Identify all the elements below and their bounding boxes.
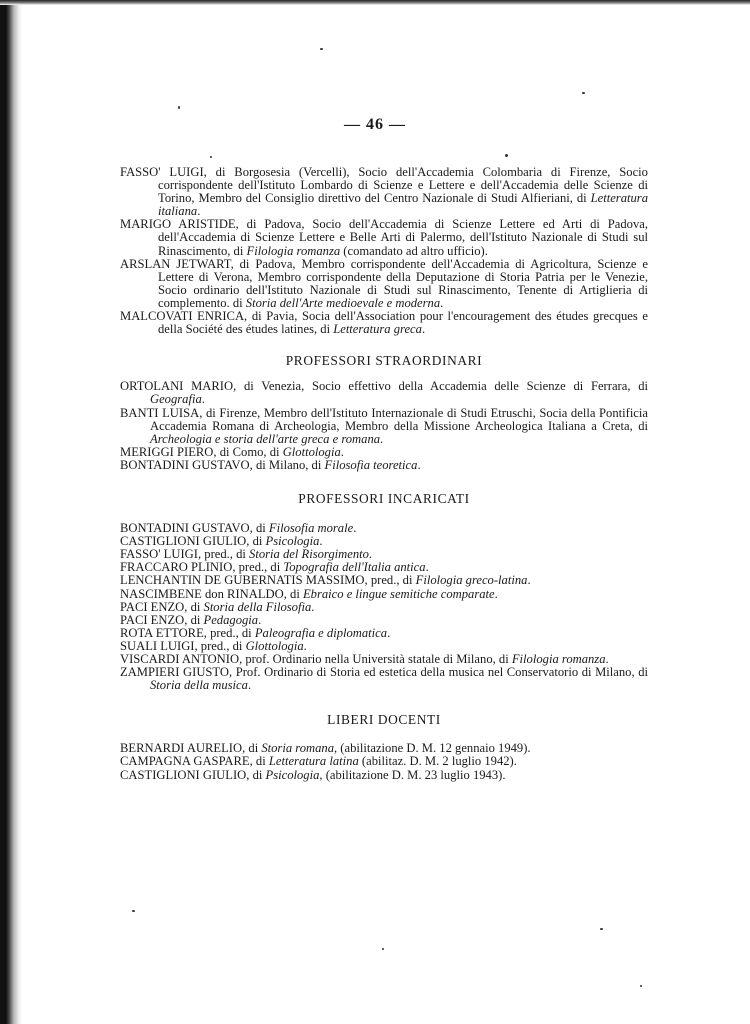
entry-tail: . <box>527 573 531 588</box>
scan-speck <box>582 92 585 94</box>
person-description: , di Borgosesia (Vercelli), Socio dell'Accademia Colombaria di Firenze, Socio corrispondente dell'Istituto Lombardo di Scienze e Lettere e dell'Accademia delle Scienze di Torino, Membro del Consiglio direttivo del Centro Nazionale di Studi Alfieriani, di <box>158 165 648 206</box>
subject: Filosofia teoretica <box>324 457 418 472</box>
straordinari-section <box>120 380 648 472</box>
ordinari-section <box>120 166 648 336</box>
person-description: , di Milano, di <box>249 457 325 472</box>
subject: Letteratura greca <box>333 322 422 337</box>
person-name: BONTADINI GUSTAVO <box>120 521 250 536</box>
person-name: SUALI LUIGI <box>120 638 195 653</box>
liberi-docenti-section <box>120 742 648 781</box>
subject: Storia del Risorgimento <box>249 547 369 562</box>
person-name: VISCARDI ANTONIO <box>120 652 240 666</box>
person-description: , pred., di <box>197 547 250 562</box>
person-description: , Prof. Ordinario di Storia ed estetica della musica nel Conservatorio di Milano, di <box>229 665 648 680</box>
person-description: , di <box>249 521 269 536</box>
subject: Paleografia e diplomatica <box>254 625 388 640</box>
subject: Psicologia <box>265 534 320 549</box>
subject: Psicologia, <box>265 767 323 782</box>
person-name: CAMPAGNA GASPARE <box>120 754 250 769</box>
person-description: , di Venezia, Socio effettivo della Accademia delle Scienze di Ferrara, di <box>233 379 648 394</box>
list-item <box>120 769 648 782</box>
scan-binding-shadow <box>0 0 22 1024</box>
person-name: PACI ENZO <box>120 599 185 614</box>
subject: Glottologia <box>245 638 304 653</box>
person-description: , di <box>242 741 262 756</box>
person-description: , di Como, di <box>213 444 283 459</box>
scan-speck <box>132 910 135 912</box>
entry-tail: . <box>247 678 252 693</box>
entry-tail: (abilitazione D. M. 12 gennaio 1949). <box>337 741 531 756</box>
subject: Filologia greco-latina <box>415 573 528 588</box>
entry-tail: . <box>197 204 201 219</box>
entry-tail: . <box>421 322 426 337</box>
entry-tail: . <box>380 431 384 446</box>
subject: Letteratura italiana <box>158 191 648 219</box>
entry-tail: . <box>311 599 315 614</box>
entry-tail: . <box>319 534 323 549</box>
person-description: , pred., di <box>364 573 416 588</box>
scan-speck <box>382 948 384 950</box>
list-item <box>120 666 648 692</box>
subject: Storia della Filosofia <box>203 599 312 614</box>
person-name: PACI ENZO <box>120 612 185 627</box>
person-name: ORTOLANI MARIO <box>120 379 234 394</box>
incaricati-section <box>120 522 648 692</box>
person-name: CASTIGLIONI GIULIO <box>120 767 247 782</box>
list-item <box>120 166 648 218</box>
person-name: ARSLAN JETWART <box>120 256 231 271</box>
scan-speck <box>600 928 603 930</box>
list-item <box>120 218 648 257</box>
subject: Letteratura latina <box>268 754 359 769</box>
person-description: , pred., di <box>203 625 255 640</box>
person-description: , prof. Ordinario nella Università statale di Milano, di <box>239 652 512 666</box>
section-title-incaricati: PROFESSORI INCARICATI <box>298 490 470 506</box>
person-name: MARIGO ARISTIDE <box>120 217 236 232</box>
person-name: BONTADINI GUSTAVO <box>120 457 250 472</box>
person-name: MERIGGI PIERO <box>120 444 214 459</box>
person-name: BANTI LUISA <box>120 405 200 420</box>
person-name: ZAMPIERI GIUSTO <box>120 665 229 680</box>
scan-speck <box>178 106 180 109</box>
person-description: , di <box>249 754 269 769</box>
entry-tail: (abilitaz. D. M. 2 luglio 1942). <box>358 754 517 769</box>
subject: Pedagogia <box>203 612 259 627</box>
subject: Storia della musica <box>150 678 248 693</box>
person-description: , pred., di <box>194 638 246 653</box>
person-name: NASCIMBENE don RINALDO <box>120 586 284 601</box>
subject: Geografia <box>150 392 202 407</box>
entry-tail: . <box>440 295 444 310</box>
entry-tail: . <box>387 625 391 640</box>
scan-speck <box>640 985 642 987</box>
entry-tail: . <box>340 444 344 459</box>
person-description: , di Firenze, Membro dell'Istituto Internazionale di Studi Etruschi, Socia della Pontificia Accademia Romana di Archeologia, Membro della Missione Archeologica Italiana a Creta, di <box>150 405 648 433</box>
person-description: , di Padova, Membro corrispondente dell'Accademia di Agricoltura, Scienze e Lettere di Verona, Membro corrispondente della Deputazione di Storia Patria per le Venezie, Socio ordinario dell'Istituto Nazionale di Studi sul Rinascimento, Tenente di Artiglieria di complemento. di <box>158 256 649 310</box>
subject: Filosofia morale <box>268 521 354 536</box>
entry-tail: . <box>494 586 498 601</box>
subject: Storia romana, <box>261 741 338 756</box>
person-name: FRACCARO PLINIO <box>120 560 233 575</box>
scan-speck <box>210 156 212 158</box>
section-title-liberi-docenti: LIBERI DOCENTI <box>327 712 441 728</box>
person-description: , di <box>246 534 266 549</box>
person-description: , di <box>246 767 266 782</box>
subject: Ebraico e lingue semitiche comparate <box>302 586 495 601</box>
person-name: BERNARDI AURELIO <box>120 741 243 756</box>
list-item <box>120 407 648 446</box>
person-description: , di Pavia, Socia dell'Association pour l'encouragement des études grecques e della Société des études latines, di <box>158 309 649 337</box>
person-description: , pred., di <box>232 560 284 575</box>
entry-tail: . <box>303 638 307 653</box>
subject: Topografia dell'Italia antica <box>283 560 426 575</box>
entry-tail: . <box>368 547 373 562</box>
person-description: , di <box>283 586 303 601</box>
entry-tail: . <box>258 612 262 627</box>
entry-tail: (abilitazione D. M. 23 luglio 1943). <box>322 767 506 782</box>
scan-top-edge <box>0 0 750 5</box>
list-item <box>120 310 648 336</box>
list-item <box>120 459 648 472</box>
entry-tail: (comandato ad altro ufficio). <box>340 243 488 258</box>
person-name: ROTA ETTORE <box>120 625 204 640</box>
person-name: FASSO' LUIGI <box>120 547 198 562</box>
person-description: , di <box>184 612 204 627</box>
entry-tail: . <box>425 560 429 575</box>
faculty-list <box>120 166 648 782</box>
page-number: — 46 — <box>344 116 406 133</box>
person-description: , di Padova, Socio dell'Accademia di Scienze Lettere ed Arti di Padova, dell'Accademia di Scienze Lettere e Belle Arti di Palermo, dell'Istituto Nazionale di Studi sul Rinascimento, di <box>158 217 648 258</box>
entry-tail: . <box>353 521 357 536</box>
subject: Filologia romanza <box>511 652 606 666</box>
scan-speck <box>320 48 323 50</box>
entry-tail: . <box>201 392 205 407</box>
list-item <box>120 380 648 406</box>
list-item <box>120 258 648 310</box>
person-name: CASTIGLIONI GIULIO <box>120 534 247 549</box>
person-name: LENCHANTIN DE GUBERNATIS MASSIMO <box>120 573 365 588</box>
subject: Glottologia <box>282 444 341 459</box>
scan-speck <box>505 154 508 157</box>
subject: Storia dell'Arte medioevale e moderna <box>245 295 441 310</box>
person-name: MALCOVATI ENRICA <box>120 309 245 324</box>
subject: Archeologia e storia dell'arte greca e romana <box>150 431 381 446</box>
section-title-straordinari: PROFESSORI STRAORDINARI <box>285 353 483 369</box>
subject: Filologia romanza <box>246 243 341 258</box>
entry-tail: . <box>417 457 421 472</box>
person-name: FASSO' LUIGI <box>120 165 204 179</box>
person-description: , di <box>184 599 204 614</box>
entry-tail: . <box>605 652 609 666</box>
